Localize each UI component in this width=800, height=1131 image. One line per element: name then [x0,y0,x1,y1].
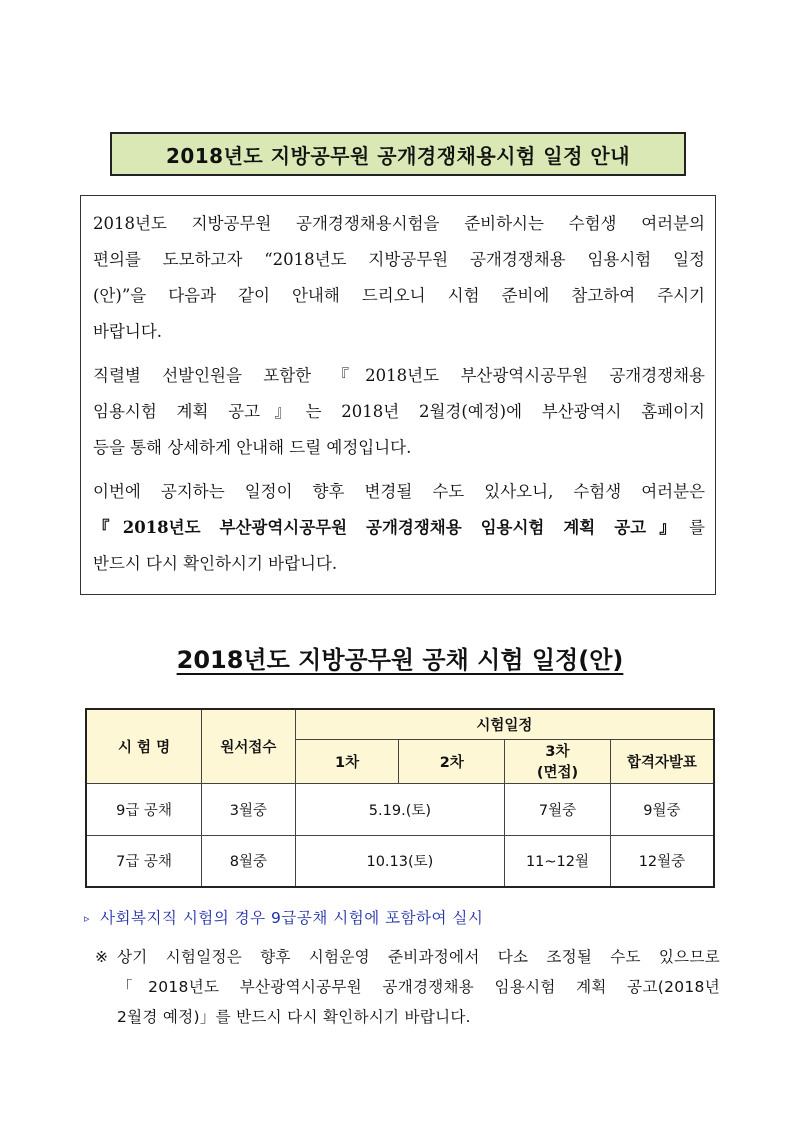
notice-paragraph-2-end [93,430,705,466]
notice-line: 임용시험 계획 공고』는 2018년 2월경(예정)에 부산광역시 홈페이지 [93,402,705,421]
notice-paragraph-2 [93,358,705,430]
header-second: 2차 [399,739,505,783]
bullet-text: 사회복지직 시험의 경우 9급공채 시험에 포함하여 실시 [100,909,484,927]
footnote [95,942,720,1032]
cell-first-second: 5.19.(토) [295,783,504,835]
notice-line: (안)”을 다음과 같이 안내해 드리오니 시험 준비에 참고하여 주시기 [93,286,705,305]
schedule-title [0,640,800,675]
header-result: 합격자발표 [610,739,714,783]
cell-application: 8월중 [202,835,296,887]
notice-line: 편의를 도모하고자 “2018년도 지방공무원 공개경쟁채용 임용시험 일정 [93,250,705,269]
cell-exam-name: 9급 공채 [86,783,202,835]
notice-paragraph-3 [93,474,705,546]
header-third-line2: (면접) [536,765,579,781]
main-title-text: 2018년도 지방공무원 공개경쟁채용시험 일정 안내 [165,143,631,168]
cell-exam-name: 7급 공채 [86,835,202,887]
cell-result: 12월중 [610,835,714,887]
header-third [505,739,611,783]
schedule-title-text: 2018년도 지방공무원 공채 시험 일정(안) [176,646,624,674]
footnote-line: 2월경 예정)」를 반드시 다시 확인하시기 바랍니다. [117,1008,471,1026]
triangle-right-outline-icon: ▹ [84,912,91,925]
notice-paragraph-1 [93,206,705,314]
header-exam-name: 시 험 명 [86,709,202,783]
cell-third: 7월중 [505,783,611,835]
notice-line: 등을 통해 상세하게 안내해 드릴 예정입니다. [93,438,412,457]
notice-line: 2018년도 지방공무원 공개경쟁채용시험을 준비하시는 수험생 여러분의 [93,214,705,233]
announcement-title-bold: 『2018년도 부산광역시공무원 공개경쟁채용 임용시험 계획 공고』 [93,518,690,537]
header-first: 1차 [295,739,399,783]
bullet-note [84,906,724,928]
reference-mark-icon: ※ [95,948,109,966]
table-row [86,783,714,835]
notice-line-suffix: 를 [689,518,705,537]
notice-paragraph-1-end [93,314,705,350]
footnote-line: 「2018년도 부산광역시공무원 공개경쟁채용 임용시험 계획 공고(2018년 [117,978,720,996]
footnote-line: 상기 시험일정은 향후 시험운영 준비과정에서 다소 조정될 수도 있으므로 [117,948,720,966]
table-row [86,835,714,887]
cell-application: 3월중 [202,783,296,835]
main-title [110,132,686,176]
schedule-table [85,708,715,888]
header-third-line1: 3차 [545,744,570,760]
notice-line: 바랍니다. [93,322,163,341]
notice-line: 직렬별 선발인원을 포함한 『2018년도 부산광역시공무원 공개경쟁채용 [93,366,705,385]
notice-paragraph-3-end [93,546,705,582]
cell-first-second: 10.13(토) [295,835,504,887]
notice-line: 반드시 다시 확인하시기 바랍니다. [93,554,338,573]
notice-box [80,195,716,595]
notice-line: 이번에 공지하는 일정이 향후 변경될 수도 있사오니, 수험생 여러분은 [93,482,705,501]
header-application: 원서접수 [202,709,296,783]
cell-result: 9월중 [610,783,714,835]
cell-third: 11~12월 [505,835,611,887]
header-schedule: 시험일정 [295,709,714,739]
